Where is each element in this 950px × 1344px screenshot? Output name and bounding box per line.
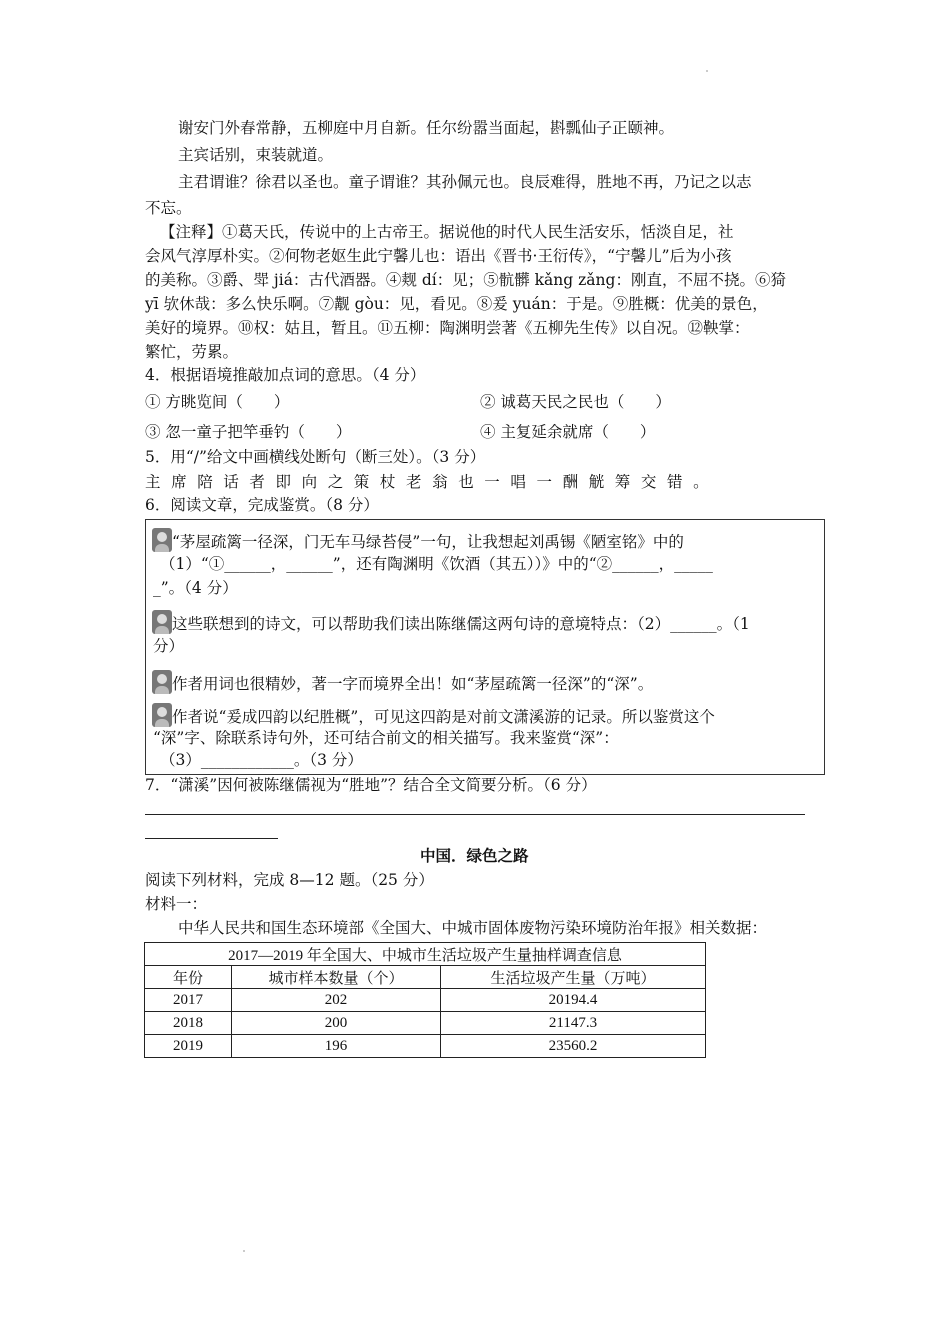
student-avatar-icon: [152, 670, 172, 694]
q7-answer-line-1[interactable]: [145, 814, 805, 815]
q6-para-2b: 分）: [153, 637, 185, 655]
note-line-2: 会风气淳厚朴实。②何物老妪生此宁馨儿也：语出《晋书·王衍传》，“宁馨儿”后为小孩: [145, 247, 732, 265]
table-row: [145, 1035, 706, 1058]
q6-title: 6．阅读文章，完成鉴赏。（8 分）: [145, 496, 379, 514]
material-source: 中华人民共和国生态环境部《全国大、中城市固体废物污染环境防治年报》相关数据：: [178, 919, 768, 937]
q6-para-2-text: 这些联想到的诗文，可以帮助我们读出陈继儒这两句诗的意境特点：（2）______。（1: [172, 615, 750, 633]
q4-title: 4．根据语境推敲加点词的意思。（4 分）: [145, 366, 426, 384]
table-header-amount: 生活垃圾产生量（万吨）: [441, 966, 706, 989]
passage-line-2: 主宾话别，束装就道。: [178, 146, 334, 164]
section-heading: 中国．绿色之路: [420, 846, 529, 865]
q6-para-1b: （1）“①______，______”，还有陶渊明《饮酒（其五））》中的“②______，_____: [160, 555, 713, 573]
note-line-4: yī 欤休哉：多么快乐啊。⑦觏 gòu：见，看见。⑧爰 yuán：于是。⑨胜概：优美的景色，: [145, 295, 768, 313]
q6-para-1-text: “茅屋疏篱一径深，门无车马绿苔侵”一句，让我想起刘禹锡《陋室铭》中的: [172, 533, 684, 551]
q6-para-4b: “深”字、除联系诗句外，还可结合前文的相关描写。我来鉴赏“深”：: [153, 729, 619, 747]
corner-mark-top: [706, 70, 708, 72]
q6-para-4c: （3）____________。（3 分）: [160, 751, 363, 769]
table-cell: 21147.3: [441, 1012, 706, 1035]
passage-line-1: 谢安门外春常静，五柳庭中月自新。任尔纷嚣当面起，斟瓢仙子正颐神。: [178, 119, 675, 137]
table-caption: 2017—2019 年全国大、中城市生活垃圾产生量抽样调查信息: [145, 943, 706, 966]
student-avatar-icon: [152, 528, 172, 552]
student-avatar-icon: [152, 610, 172, 634]
section-intro: 阅读下列材料，完成 8—12 题。（25 分）: [145, 871, 434, 889]
q6-para-4-text: 作者说“爰成四韵以纪胜概”，可见这四韵是对前文潇溪游的记录。所以鉴赏这个: [172, 708, 715, 726]
q4-item-1: ① 方眺览间（ ）: [145, 393, 290, 411]
table-cell: 2018: [145, 1012, 232, 1035]
passage-line-3: 主君谓谁？徐君以圣也。童子谓谁？其孙佩元也。良辰难得，胜地不再，乃记之以志: [178, 173, 752, 191]
q6-para-1c: _”。（4 分）: [153, 579, 238, 597]
note-line-6: 繁忙，劳累。: [145, 343, 239, 361]
q6-para-4: [152, 703, 715, 727]
q4-item-3: ③ 忽一童子把竿垂钓（ ）: [145, 423, 352, 441]
passage-line-4: 不忘。: [145, 199, 192, 217]
material-label: 材料一：: [145, 895, 208, 913]
q6-para-3: [152, 670, 653, 694]
q7-title: 7．“潇溪”因何被陈继儒视为“胜地”？结合全文简要分析。（6 分）: [145, 776, 597, 794]
q7-answer-line-2[interactable]: [145, 838, 278, 839]
q5-title: 5．用“/”给文中画横线处断句（断三处）。（3 分）: [145, 448, 486, 466]
table-header-sample: 城市样本数量（个）: [232, 966, 441, 989]
table-cell: 196: [232, 1035, 441, 1058]
q4-item-4: ④ 主复延余就席（ ）: [480, 423, 656, 441]
q4-item-2: ② 诚葛天民之民也（ ）: [480, 393, 671, 411]
table-row: [145, 989, 706, 1012]
student-avatar-icon: [152, 703, 172, 727]
table-cell: 202: [232, 989, 441, 1012]
table-cell: 23560.2: [441, 1035, 706, 1058]
note-line-5: 美好的境界。⑩权：姑且，暂且。⑪五柳：陶渊明尝著《五柳先生传》以自况。⑫鞅掌：: [145, 319, 750, 337]
note-line-3: 的美称。③爵、斝 jiá：古代酒器。④觌 dí：见；⑤骯髒 kǎng zǎng：刚直，不屈不挠。⑥猗: [145, 271, 786, 289]
q6-para-3-text: 作者用词也很精妙，著一字而境界全出！如“茅屋疏篱一径深”的“深”。: [172, 675, 654, 693]
table-cell: 200: [232, 1012, 441, 1035]
q6-para-1: [152, 528, 684, 552]
q5-text: 主席陪话者即向之策杖老翁也一唱一酬觥筹交错。: [145, 473, 720, 491]
table-cell: 2019: [145, 1035, 232, 1058]
table-cell: 2017: [145, 989, 232, 1012]
q6-para-2: [152, 610, 750, 634]
corner-mark-bottom: [243, 1250, 245, 1252]
table-cell: 20194.4: [441, 989, 706, 1012]
table-header-year: 年份: [145, 966, 232, 989]
garbage-data-table: [144, 942, 706, 1058]
note-line-1: 【注释】①葛天氏，传说中的上古帝王。据说他的时代人民生活安乐，恬淡自足，社: [160, 223, 734, 241]
table-row: [145, 1012, 706, 1035]
